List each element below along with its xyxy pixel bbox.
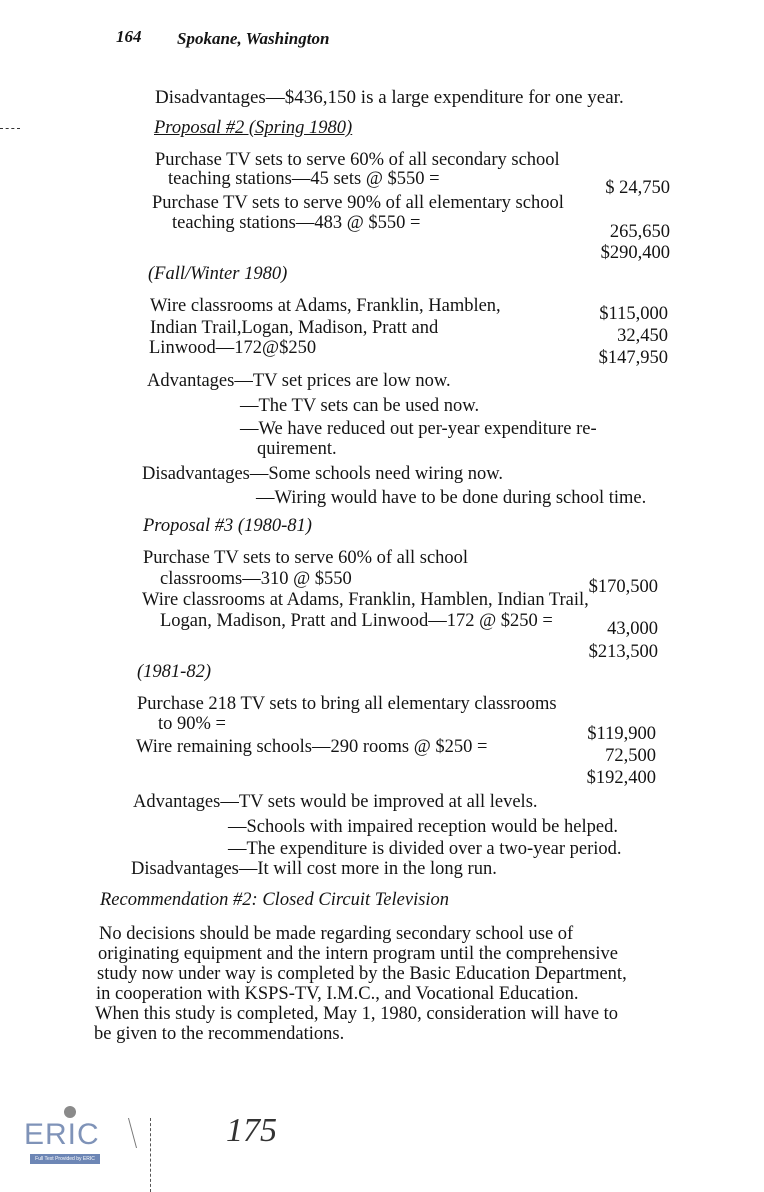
p3-advantages-1: Advantages—TV sets would be improved at all levels. <box>133 792 538 812</box>
p3-advantages-2: —Schools with impaired reception would be helped. <box>228 817 618 837</box>
recommendation-line-4: in cooperation with KSPS-TV, I.M.C., and Vocational Education. <box>96 984 579 1004</box>
scan-mark <box>0 128 20 135</box>
recommendation-line-1: No decisions should be made regarding secondary school use of <box>99 924 574 944</box>
p3-year2-amount-1: $119,900 <box>587 724 656 744</box>
p2-disadvantages-1: Disadvantages—Some schools need wiring now. <box>142 464 504 484</box>
recommendation-line-5: When this study is completed, May 1, 1980, consideration will have to <box>95 1004 619 1024</box>
p2-advantages-1: Advantages—TV set prices are low now. <box>147 371 451 391</box>
page-stamp-number: 175 <box>226 1112 277 1149</box>
p3-year2-line-3: Wire remaining schools—290 rooms @ $250 = <box>136 737 488 757</box>
eric-logo-tagline: Full Text Provided by ERIC <box>30 1154 100 1164</box>
p2-item-2-line2: teaching stations—483 @ $550 = <box>172 213 421 233</box>
p3-year2-line-1: Purchase 218 TV sets to bring all elementary classrooms <box>137 694 557 714</box>
p2-advantages-2: —The TV sets can be used now. <box>240 396 480 416</box>
p2-item-1-amount: $ 24,750 <box>605 178 670 198</box>
running-title: Spokane, Washington <box>177 29 330 48</box>
page-number: 164 <box>116 27 142 46</box>
wire-amount-3: $147,950 <box>598 348 668 368</box>
p3-year2-amount-3: $192,400 <box>586 768 656 788</box>
wire-amount-2: 32,450 <box>617 326 668 346</box>
p2-item-1-line1: Purchase TV sets to serve 60% of all secondary school <box>155 150 560 170</box>
wire-amount-1: $115,000 <box>599 304 668 324</box>
p2-item-2-line1: Purchase TV sets to serve 90% of all elementary school <box>152 193 564 213</box>
p3-year2-line-2: to 90% = <box>158 714 226 734</box>
wire-line-1: Wire classrooms at Adams, Franklin, Hamblen, <box>150 296 501 316</box>
p3-advantages-3: —The expenditure is divided over a two-year period. <box>228 839 622 859</box>
recommendation-line-2: originating equipment and the intern program until the comprehensive <box>98 944 618 964</box>
disadvantages-intro: Disadvantages—$436,150 is a large expenditure for one year. <box>155 87 624 108</box>
proposal-2-title: Proposal #2 (Spring 1980) <box>154 118 353 138</box>
wire-line-2: Indian Trail,Logan, Madison, Pratt and <box>150 318 439 338</box>
p3-line-2: classrooms—310 @ $550 <box>160 569 352 589</box>
p2-advantages-3: —We have reduced out per-year expenditure re- <box>240 419 597 439</box>
year-1981-82-title: (1981-82) <box>137 662 211 682</box>
p2-item-2-amount: 265,650 <box>609 222 670 242</box>
p3-disadvantages: Disadvantages—It will cost more in the long run. <box>131 859 497 879</box>
p3-amount-1: $170,500 <box>588 577 658 597</box>
p3-amount-3: $213,500 <box>588 642 658 662</box>
p3-line-1: Purchase TV sets to serve 60% of all school <box>143 548 469 568</box>
eric-logo <box>2 1106 102 1166</box>
wire-line-3: Linwood—172@$250 <box>149 338 317 358</box>
p2-advantages-4: quirement. <box>257 439 337 459</box>
p2-disadvantages-2: —Wiring would have to be done during school time. <box>256 488 647 508</box>
proposal-3-title: Proposal #3 (1980-81) <box>143 516 312 536</box>
p3-line-4: Logan, Madison, Pratt and Linwood—172 @ $250 = <box>160 611 553 631</box>
p3-amount-2: 43,000 <box>607 619 658 639</box>
eric-logo-text: ERIC <box>24 1118 100 1151</box>
p3-year2-amount-2: 72,500 <box>605 746 656 766</box>
recommendation-title: Recommendation #2: Closed Circuit Television <box>100 890 450 910</box>
recommendation-line-3: study now under way is completed by the Basic Education Department, <box>97 964 627 984</box>
recommendation-line-6: be given to the recommendations. <box>94 1024 345 1044</box>
p2-item-1-line2: teaching stations—45 sets @ $550 = <box>168 169 440 189</box>
p3-line-3: Wire classrooms at Adams, Franklin, Hamblen, Indian Trail, <box>142 590 589 610</box>
p2-total: $290,400 <box>600 243 670 263</box>
fall-winter-title: (Fall/Winter 1980) <box>148 264 288 284</box>
eric-logo-dot-icon <box>64 1106 76 1118</box>
